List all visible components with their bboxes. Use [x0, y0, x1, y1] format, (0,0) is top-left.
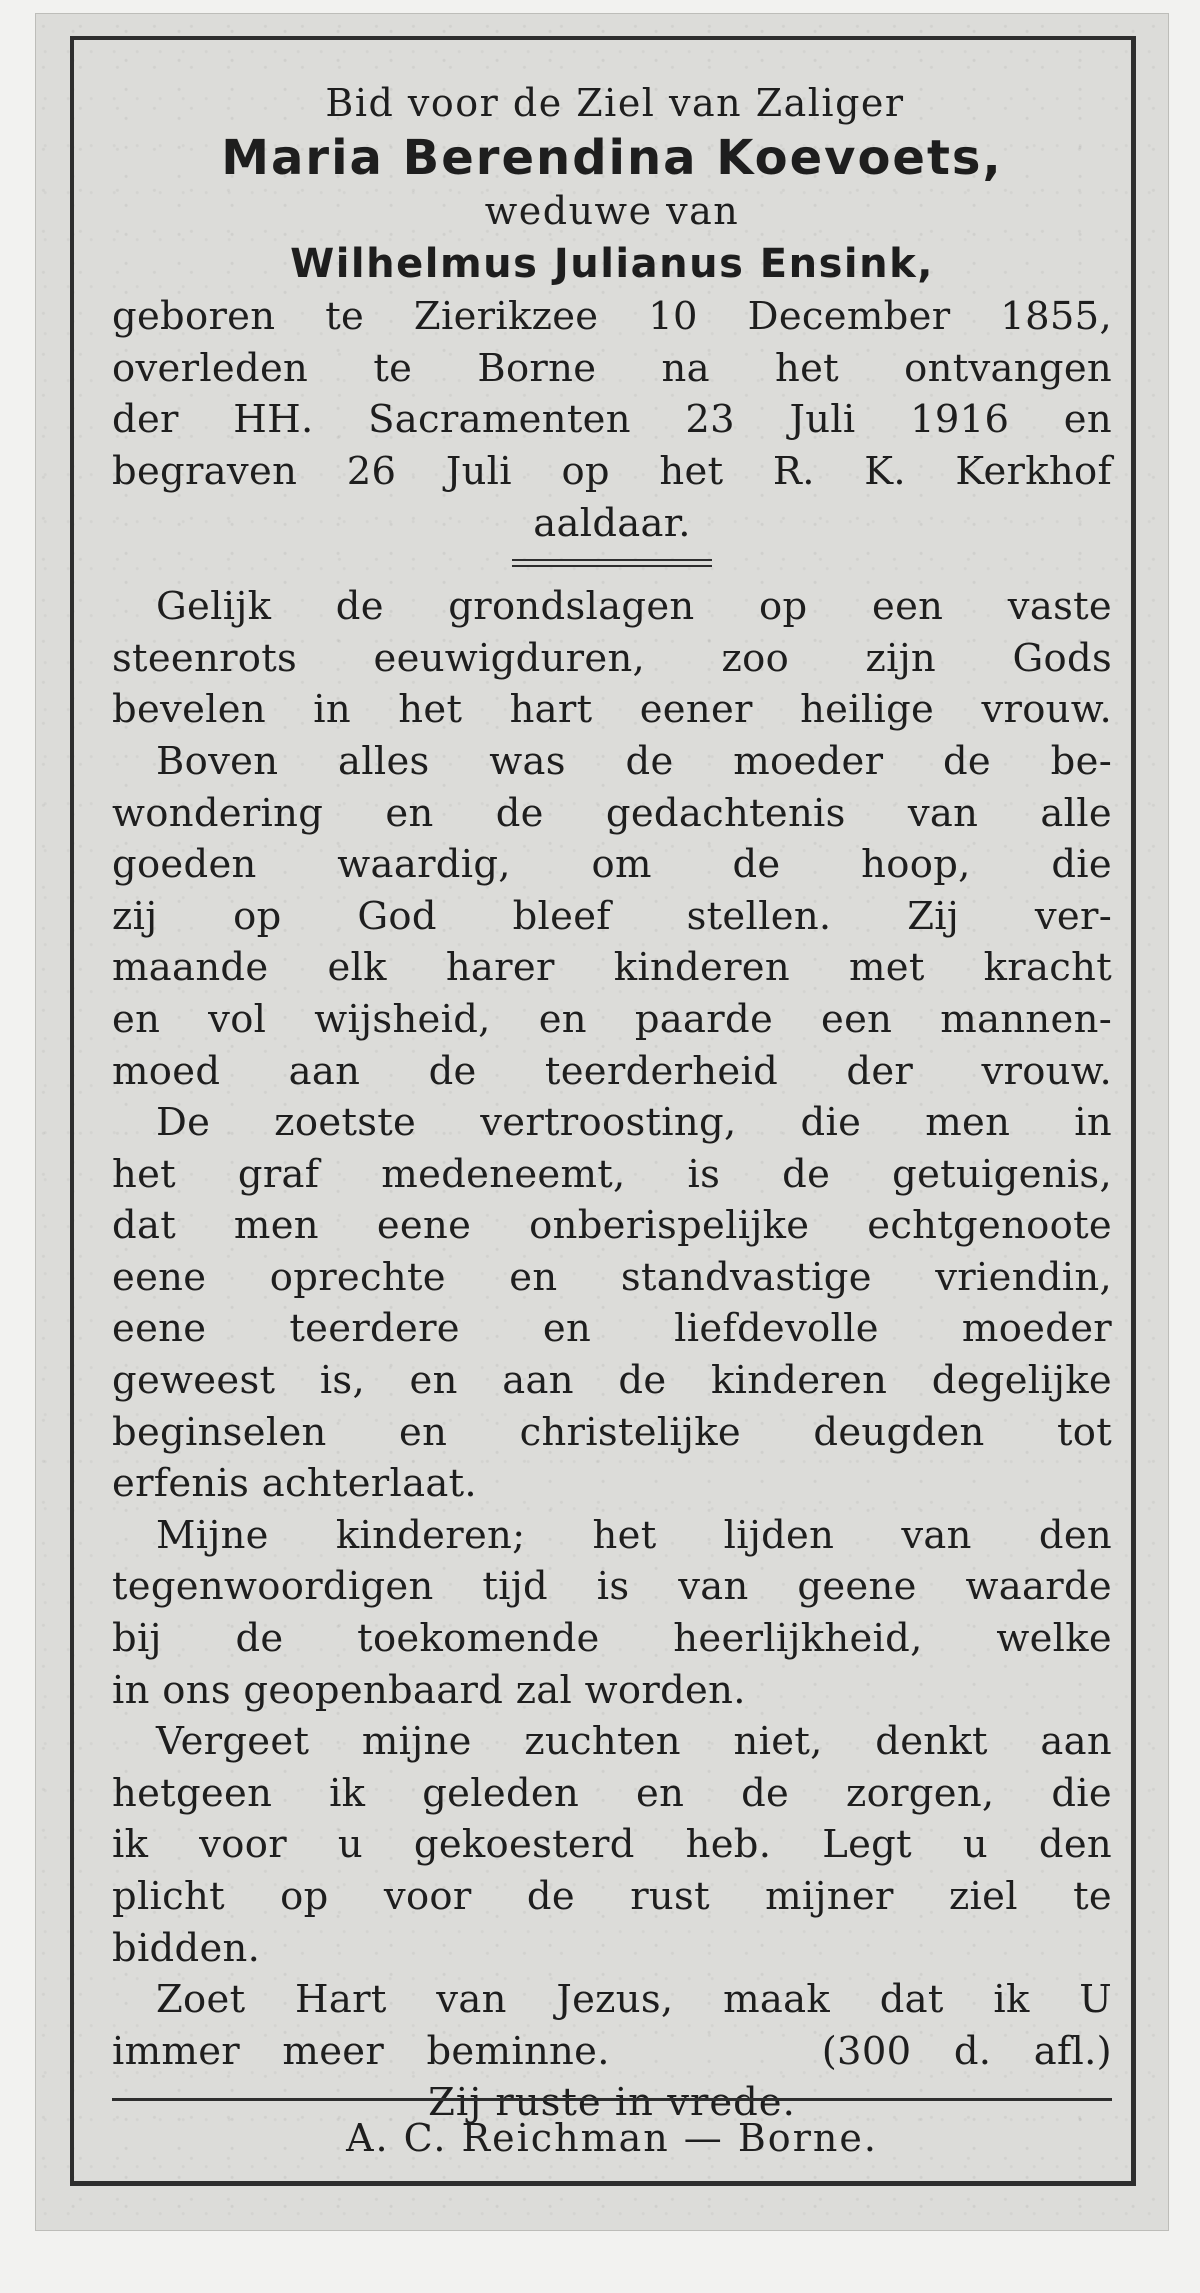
biography-line: der HH. Sacramenten 23 Juli 1916 en	[112, 397, 1112, 443]
paragraph-3	[112, 1097, 1112, 1510]
paragraph-2	[112, 736, 1112, 1097]
text-line: geweest is, en aan de kinderen degelijke	[112, 1358, 1112, 1404]
header-title: Bid voor de Ziel van Zaliger	[325, 81, 905, 125]
text-line: erfenis achterlaat.	[112, 1461, 477, 1507]
text-line: het graf medeneemt, is de getuigenis,	[112, 1151, 1112, 1197]
paragraph-6	[112, 1974, 1112, 2077]
paragraph-5	[112, 1716, 1112, 1974]
paragraph-1	[112, 581, 1112, 736]
paragraph-4	[112, 1510, 1112, 1716]
biography-block	[112, 291, 1112, 549]
text-line: in ons geopenbaard zal worden.	[112, 1667, 746, 1713]
text-line: beginselen en christelijke deugden tot	[112, 1409, 1112, 1455]
text-line: ik voor u gekoesterd heb. Legt u den	[112, 1822, 1112, 1868]
biography-line: geboren te Zierikzee 10 December 1855,	[112, 294, 1112, 340]
text-line: bevelen in het hart eener heilige vrouw.	[112, 687, 1112, 733]
double-divider	[512, 559, 712, 567]
card-text-block	[112, 78, 1112, 2129]
text-line: immer meer beminne. (300 d. afl.)	[112, 2028, 1112, 2074]
text-line: bij de toekomende heerlijkheid, welke	[112, 1616, 1112, 1662]
text-line: eene teerdere en liefdevolle moeder	[112, 1306, 1112, 1352]
closing-line: Zij ruste in vrede.	[428, 2080, 796, 2126]
text-line: steenrots eeuwigduren, zoo zijn Gods	[112, 635, 1112, 681]
footer-divider	[112, 2098, 1112, 2101]
text-line: hetgeen ik geleden en de zorgen, die	[112, 1770, 1112, 1816]
biography-line: begraven 26 Juli op het R. K. Kerkhof	[112, 448, 1112, 494]
text-line: Zoet Hart van Jezus, maak dat ik U	[156, 1977, 1112, 2023]
text-line: en vol wijsheid, en paarde een mannen-	[112, 996, 1112, 1042]
text-line: zij op God bleef stellen. Zij ver-	[112, 893, 1112, 939]
husband-name: Wilhelmus Julianus Ensink,	[290, 241, 934, 288]
text-line: goeden waardig, om de hoop, die	[112, 842, 1112, 888]
text-line: tegenwoordigen tijd is van geene waarde	[112, 1564, 1112, 1610]
text-line: dat men eene onberispelijke echtgenoote	[112, 1203, 1112, 1249]
text-line: moed aan de teerderheid der vrouw.	[112, 1048, 1112, 1094]
biography-line: overleden te Borne na het ontvangen	[112, 345, 1112, 391]
text-line: eene oprechte en standvastige vriendin,	[112, 1254, 1112, 1300]
biography-line: aaldaar.	[533, 500, 691, 546]
deceased-name: Maria Berendina Koevoets,	[221, 129, 1003, 186]
text-line: Boven alles was de moeder de be-	[156, 738, 1112, 784]
text-line: wondering en de gedachtenis van alle	[112, 790, 1112, 836]
text-line: Mijne kinderen; het lijden van den	[156, 1512, 1112, 1558]
text-line: Vergeet mijne zuchten niet, denkt aan	[156, 1719, 1112, 1765]
text-line: plicht op voor de rust mijner ziel te	[112, 1874, 1112, 1919]
text-line: Gelijk de grondslagen op een vaste	[156, 584, 1112, 630]
text-line: bidden.	[112, 1925, 261, 1971]
printer-imprint: A. C. Reichman — Borne.	[346, 2116, 878, 2160]
widow-of-label: weduwe van	[484, 188, 740, 233]
text-line: maande elk harer kinderen met kracht	[112, 945, 1112, 991]
text-line: De zoetste vertroosting, die men in	[156, 1100, 1112, 1146]
